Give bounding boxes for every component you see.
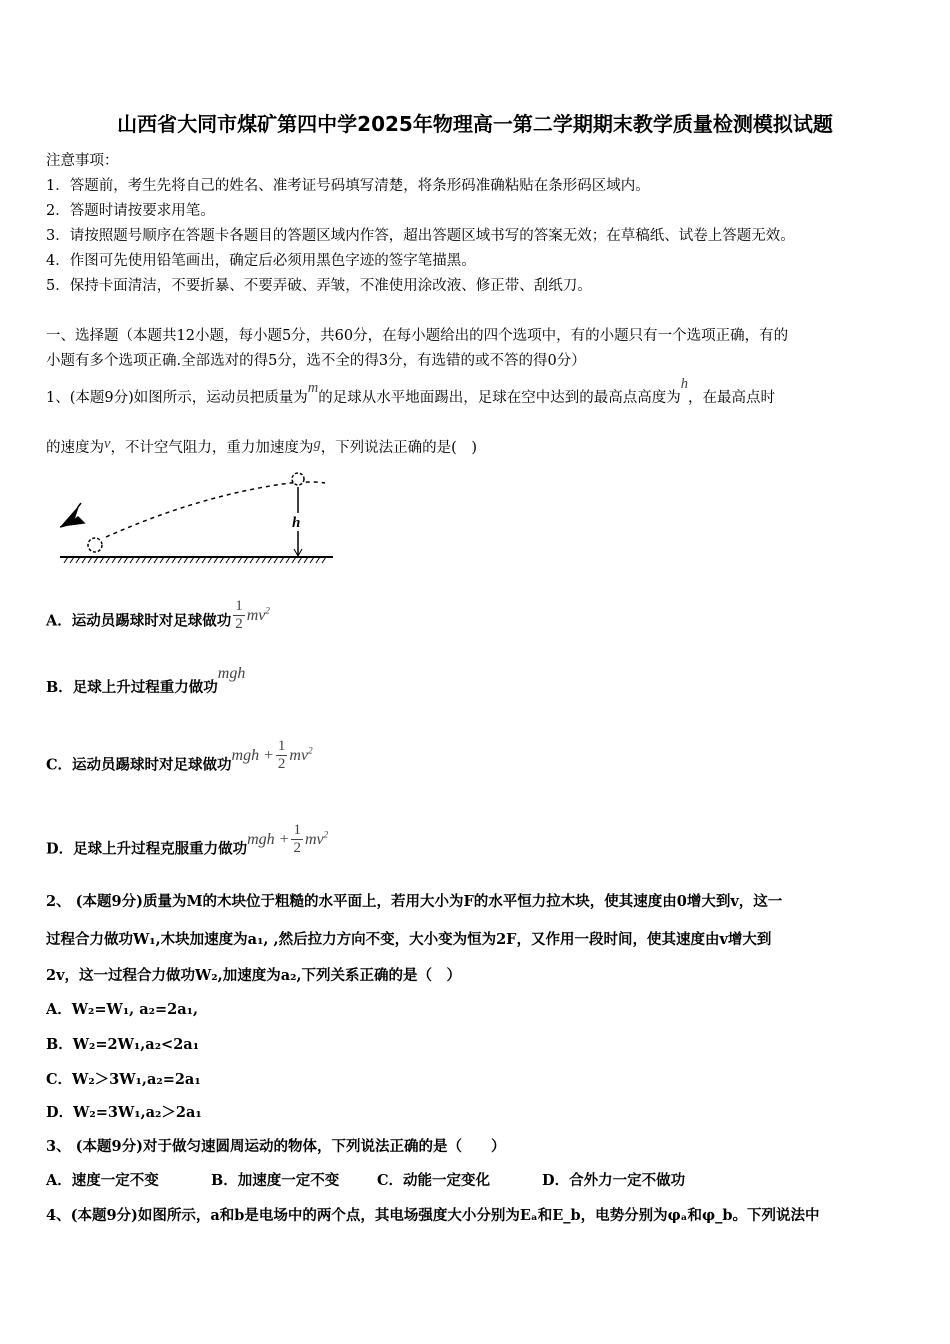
formula-text: mv	[246, 606, 266, 624]
q2-option-c: C．W₂＞3W₁,a₂=2a₁	[46, 1071, 201, 1088]
q1-option-c	[46, 738, 313, 783]
q1-stem-cont	[46, 438, 477, 458]
q1-text: ，下列说法正确的是( )	[320, 440, 478, 456]
formula	[305, 831, 328, 848]
exam-title: 山西省大同市煤矿第四中学2025年物理高一第二学期期末教学质量检测模拟试题	[117, 112, 833, 136]
athlete-icon	[60, 503, 84, 527]
exponent: 2	[323, 829, 329, 840]
q3-stem: 3、 (本题9分)对于做匀速圆周运动的物体，下列说法正确的是（ ）	[46, 1138, 506, 1155]
q2-option-d: D．W₂=3W₁,a₂＞2a₁	[46, 1104, 202, 1121]
kick-figure	[40, 465, 340, 570]
q3-option-b: B．加速度一定不变	[211, 1172, 340, 1189]
note-item: 2．答题时请按要求用笔。	[46, 203, 215, 219]
formula	[247, 607, 270, 624]
figure-label-h: h	[292, 515, 301, 531]
q2-option-a: A．W₂=W₁, a₂=2a₁,	[46, 1001, 199, 1018]
note-item: 3．请按照题号顺序在答题卡各题目的答题区域内作答，超出答题区域书写的答案无效；在草稿纸、试卷上答题无效。	[46, 228, 795, 244]
formula: mgh +	[231, 746, 274, 764]
q1-option-b	[46, 665, 246, 698]
fraction	[276, 738, 288, 773]
section-heading: 一、选择题（本题共12小题，每小题5分，共60分，在每小题给出的四个选项中，有的小题只有一个选项正确，有的	[46, 328, 789, 344]
ball-icon	[292, 473, 304, 485]
q2-stem-cont: 2v，这一过程合力做功W₂,加速度为a₂,下列关系正确的是（ ）	[46, 967, 461, 984]
numerator: 1	[293, 822, 301, 838]
section-heading-cont: 小题有多个选项正确.全部选对的得5分，选不全的得3分，有选错的或不答的得0分）	[46, 353, 586, 369]
formula-text: mv	[304, 830, 324, 848]
var-h: h	[680, 376, 688, 392]
fraction	[233, 598, 245, 633]
note-item: 1．答题前，考生先将自己的姓名、准考证号码填写清楚，将条形码准确粘贴在条形码区域内。	[46, 178, 650, 194]
option-text: D．足球上升过程克服重力做功	[46, 840, 248, 858]
var-v: v	[104, 436, 111, 452]
option-text: B．足球上升过程重力做功	[46, 679, 218, 696]
notes-heading: 注意事项：	[46, 153, 119, 169]
q1-text: 的足球从水平地面踢出，足球在空中达到的最高点高度为	[318, 390, 681, 406]
note-item: 4．作图可先使用铅笔画出，确定后必须用黑色字迹的签字笔描黑。	[46, 253, 476, 269]
q1-text: 的速度为	[46, 440, 104, 456]
q1-text: ，不计空气阻力，重力加速度为	[110, 440, 314, 456]
q2-stem: 2、 (本题9分)质量为M的木块位于粗糙的水平面上，若用大小为F的水平恒力拉木块，使其速度由0增大到v，这一	[46, 893, 783, 910]
q1-option-d	[46, 822, 329, 867]
q4-stem: 4、(本题9分)如图所示，a和b是电场中的两个点，其电场强度大小分别为Eₐ和E_b，电势分别为φₐ和φ_b。下列说法中	[46, 1207, 820, 1224]
formula: mgh	[217, 665, 246, 682]
option-text: C．运动员踢球时对足球做功	[46, 756, 232, 774]
q2-stem-cont: 过程合力做功W₁,木块加速度为a₁, ,然后拉力方向不变，大小变为恒为2F，又作用一段时间，使其速度由v增大到	[46, 931, 772, 948]
q1-option-a	[46, 598, 270, 639]
var-m: m	[307, 380, 319, 396]
q2-option-b: B．W₂=2W₁,a₂<2a₁	[46, 1036, 200, 1053]
note-item: 5．保持卡面清洁，不要折暴、不要弄破、弄皱，不准使用涂改液、修正带、刮纸刀。	[46, 278, 592, 294]
q1-text: 1、(本题9分)如图所示，运动员把质量为	[46, 390, 308, 406]
formula-text: mv	[289, 746, 309, 764]
q3-option-d: D．合外力一定不做功	[542, 1172, 686, 1189]
ball-icon	[88, 538, 102, 552]
numerator: 1	[277, 738, 286, 754]
option-text: A．运动员踢球时对足球做功	[46, 612, 232, 630]
formula: mgh +	[247, 830, 290, 848]
q1-text: ，在最高点时	[688, 390, 775, 406]
denominator: 2	[293, 840, 301, 856]
q1-stem	[46, 376, 775, 408]
numerator: 1	[235, 598, 243, 614]
formula	[289, 747, 312, 764]
exponent: 2	[308, 745, 313, 756]
q3-option-a: A．速度一定不变	[46, 1172, 159, 1189]
q3-option-c: C．动能一定变化	[377, 1172, 491, 1189]
fraction	[291, 822, 303, 857]
var-g: g	[313, 436, 321, 452]
exponent: 2	[265, 605, 270, 616]
denominator: 2	[277, 756, 286, 772]
denominator: 2	[235, 616, 243, 632]
